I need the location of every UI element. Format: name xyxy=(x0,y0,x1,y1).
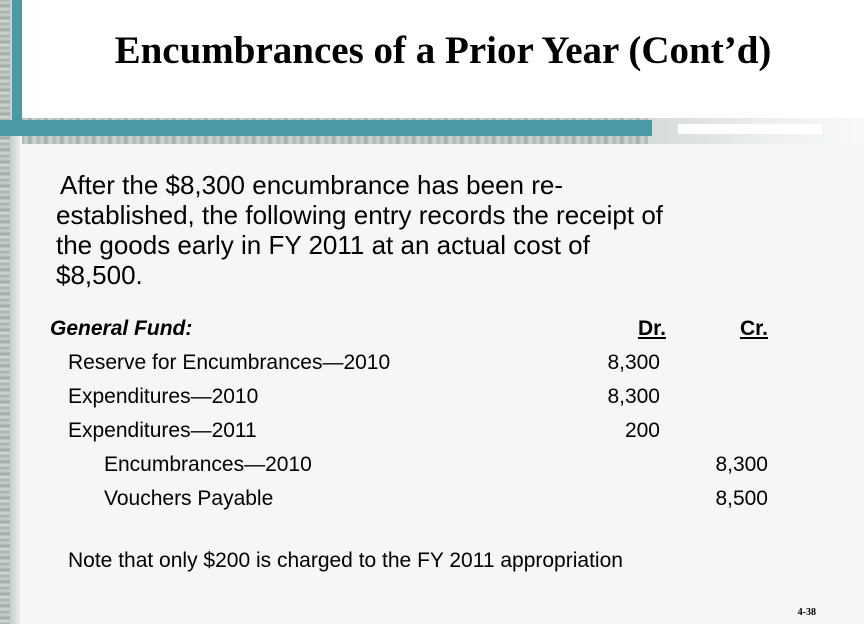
intro-line: established, the following entry records the receipt of xyxy=(56,200,664,230)
credit-amount: 8,500 xyxy=(715,487,768,510)
intro-line: $8,500. xyxy=(56,260,143,290)
decorative-teal-horizontal-bar xyxy=(0,120,652,136)
journal-entry-table xyxy=(48,312,788,516)
intro-paragraph xyxy=(56,170,816,290)
account-name: Expenditures—2010 xyxy=(68,385,259,408)
journal-header-row xyxy=(48,312,788,346)
account-name: Vouchers Payable xyxy=(104,487,274,510)
debit-amount: 8,300 xyxy=(607,351,660,374)
credit-amount: 8,300 xyxy=(715,453,768,476)
journal-row xyxy=(48,482,788,516)
decorative-teal-vertical-bar xyxy=(12,0,22,136)
debit-column-header: Dr. xyxy=(637,317,666,340)
intro-line: After the $8,300 encumbrance has been re- xyxy=(60,170,563,200)
credit-column-header: Cr. xyxy=(739,317,768,340)
journal-row xyxy=(48,380,788,414)
journal-row xyxy=(48,448,788,482)
fund-label: General Fund: xyxy=(50,317,193,340)
intro-line: the goods early in FY 2011 at an actual cost of xyxy=(56,230,590,260)
journal-row xyxy=(48,346,788,380)
slide-number: 4-38 xyxy=(797,607,816,618)
decorative-white-bar xyxy=(678,124,822,134)
note-text: Note that only $200 is charged to the FY 2011 appropriation xyxy=(68,549,623,572)
account-name: Expenditures—2011 xyxy=(68,419,257,442)
debit-amount: 8,300 xyxy=(607,385,660,408)
account-name: Encumbrances—2010 xyxy=(104,453,312,476)
slide-title: Encumbrances of a Prior Year (Cont’d) xyxy=(114,29,772,72)
journal-row xyxy=(48,414,788,448)
account-name: Reserve for Encumbrances—2010 xyxy=(68,351,391,374)
debit-amount: 200 xyxy=(624,419,660,442)
